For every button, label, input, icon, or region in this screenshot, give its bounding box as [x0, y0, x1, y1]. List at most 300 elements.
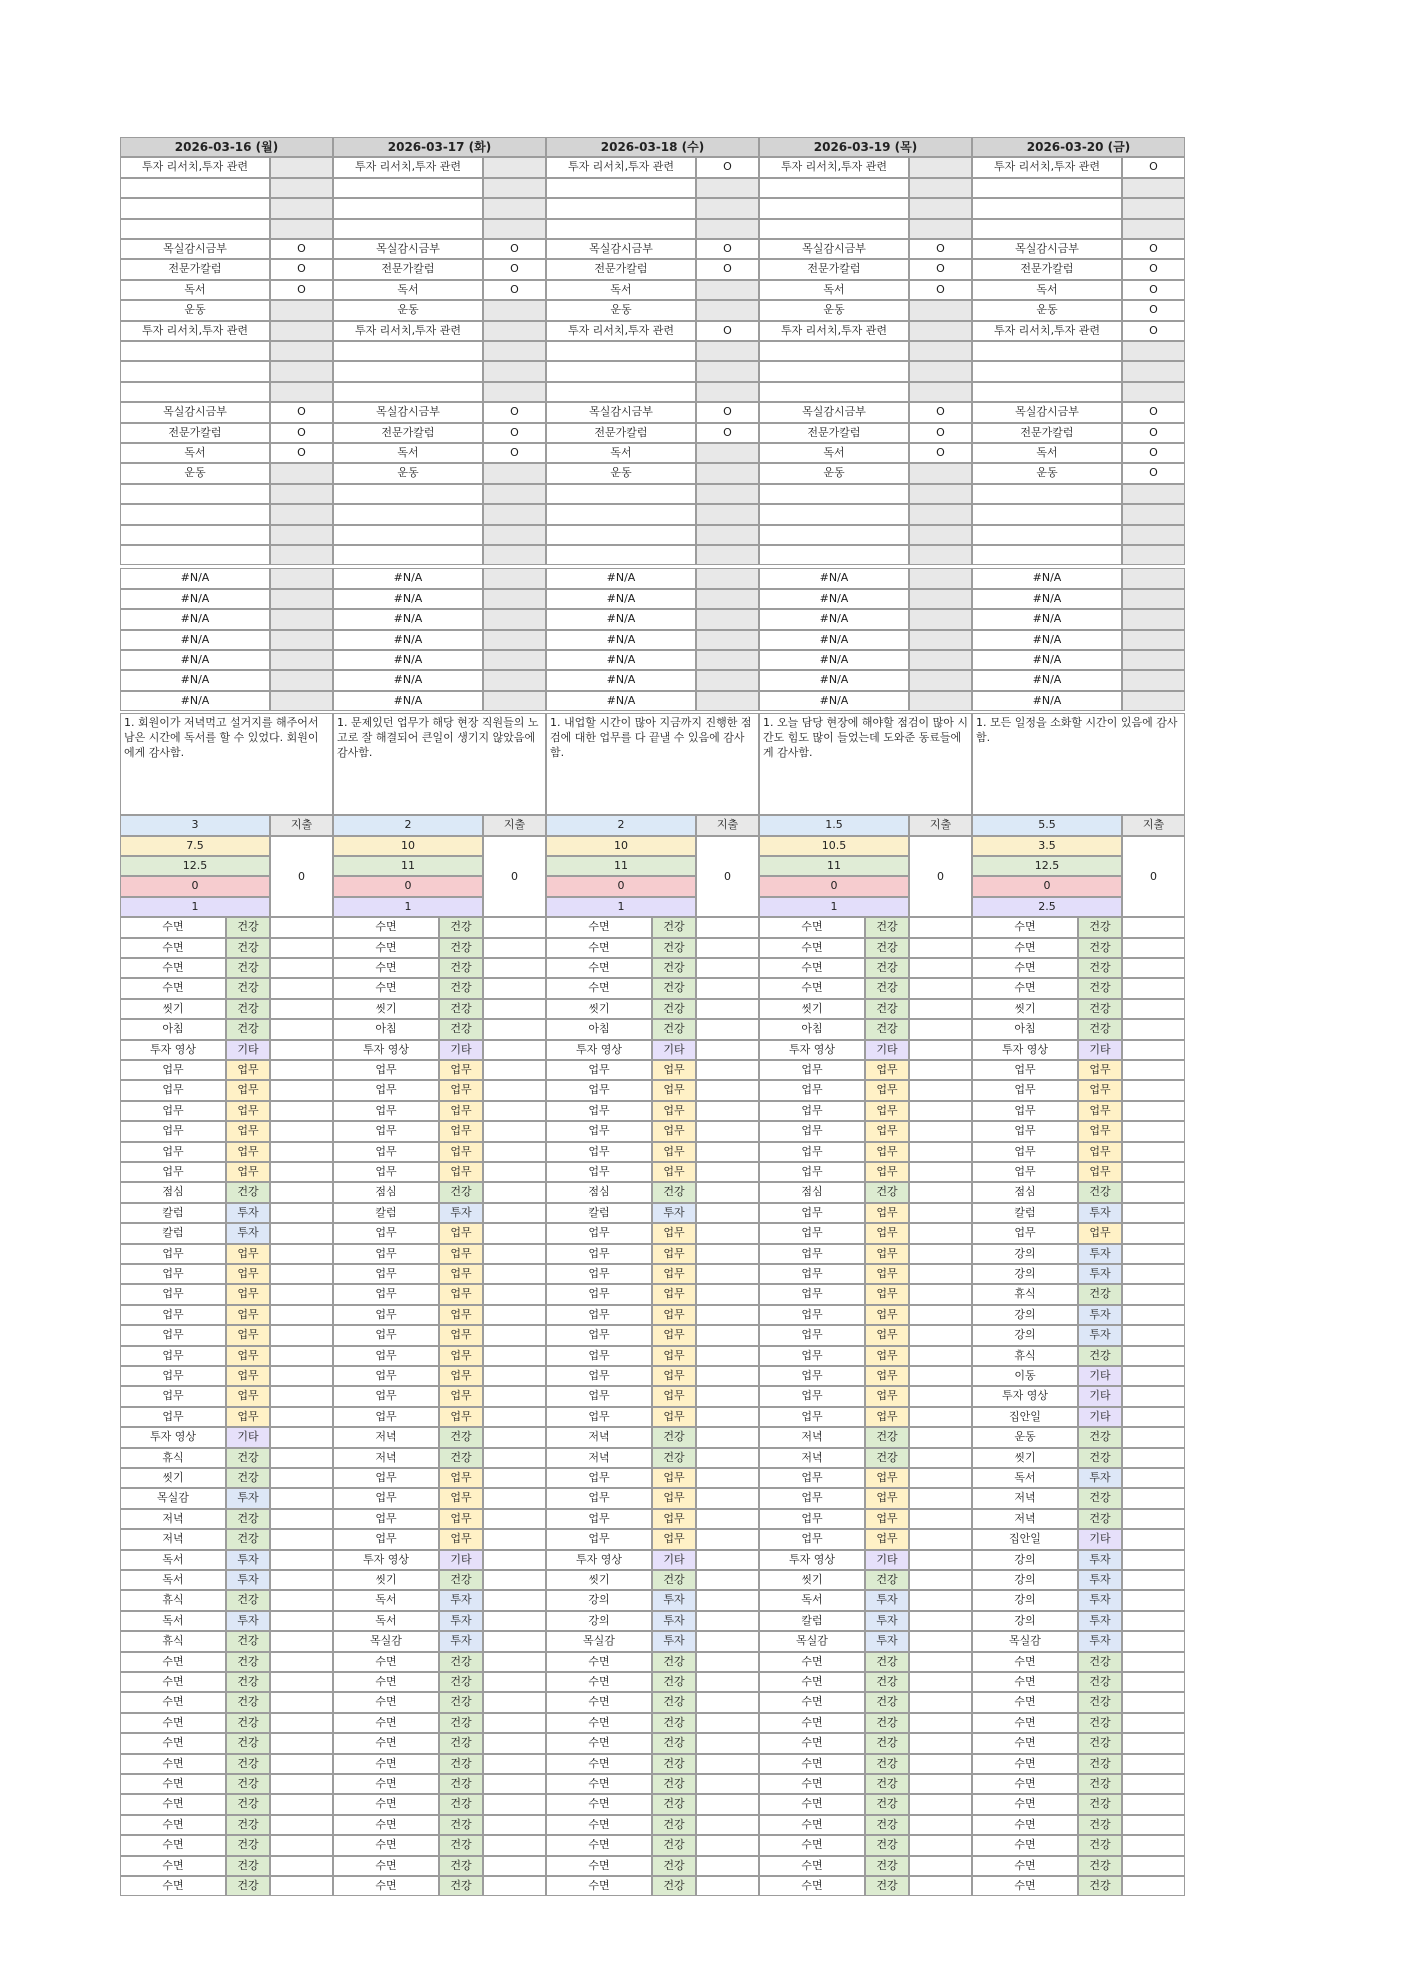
schedule-activity[interactable]: 업무	[546, 1346, 652, 1366]
schedule-activity[interactable]: 씻기	[120, 999, 226, 1019]
schedule-activity[interactable]: 업무	[972, 1223, 1078, 1243]
schedule-activity[interactable]: 점심	[972, 1182, 1078, 1202]
schedule-activity[interactable]: 수면	[759, 1692, 865, 1712]
gratitude-note[interactable]: 1. 내업할 시간이 많아 지금까지 진행한 점검에 대한 업무를 다 끝낼 수 있음에 감사함.	[546, 713, 759, 815]
schedule-note[interactable]	[696, 1121, 759, 1141]
task-check[interactable]: O	[483, 402, 546, 422]
task-check[interactable]	[270, 219, 333, 239]
schedule-note[interactable]	[1122, 1325, 1185, 1345]
schedule-activity[interactable]: 수면	[759, 1733, 865, 1753]
schedule-activity[interactable]: 수면	[972, 1794, 1078, 1814]
schedule-note[interactable]	[1122, 978, 1185, 998]
schedule-note[interactable]	[909, 999, 972, 1019]
schedule-note[interactable]	[483, 1142, 546, 1162]
schedule-activity[interactable]: 씻기	[333, 1570, 439, 1590]
task-check[interactable]	[270, 525, 333, 545]
schedule-activity[interactable]: 업무	[120, 1060, 226, 1080]
schedule-note[interactable]	[696, 1142, 759, 1162]
lookup-check[interactable]	[696, 568, 759, 588]
schedule-note[interactable]	[696, 1182, 759, 1202]
schedule-note[interactable]	[909, 1713, 972, 1733]
schedule-note[interactable]	[483, 1468, 546, 1488]
schedule-note[interactable]	[1122, 1060, 1185, 1080]
task-check[interactable]	[696, 198, 759, 218]
schedule-note[interactable]	[270, 1529, 333, 1549]
schedule-activity[interactable]: 수면	[333, 1876, 439, 1896]
schedule-note[interactable]	[909, 1611, 972, 1631]
schedule-activity[interactable]: 수면	[759, 1856, 865, 1876]
task-check[interactable]	[696, 361, 759, 381]
schedule-activity[interactable]: 강의	[972, 1305, 1078, 1325]
schedule-note[interactable]	[270, 1550, 333, 1570]
lookup-check[interactable]	[909, 589, 972, 609]
schedule-activity[interactable]: 업무	[546, 1407, 652, 1427]
schedule-activity[interactable]: 수면	[546, 1754, 652, 1774]
schedule-note[interactable]	[1122, 1162, 1185, 1182]
schedule-activity[interactable]: 수면	[333, 1754, 439, 1774]
schedule-activity[interactable]: 목실감	[546, 1631, 652, 1651]
task-check[interactable]: O	[696, 402, 759, 422]
schedule-activity[interactable]: 수면	[546, 1876, 652, 1896]
schedule-note[interactable]	[270, 1590, 333, 1610]
lookup-check[interactable]	[909, 630, 972, 650]
schedule-activity[interactable]: 점심	[120, 1182, 226, 1202]
schedule-note[interactable]	[1122, 938, 1185, 958]
schedule-activity[interactable]: 아침	[333, 1019, 439, 1039]
schedule-activity[interactable]: 업무	[120, 1142, 226, 1162]
schedule-activity[interactable]: 수면	[546, 958, 652, 978]
schedule-activity[interactable]: 칼럼	[333, 1203, 439, 1223]
task-check[interactable]: O	[1122, 423, 1185, 443]
schedule-note[interactable]	[270, 1366, 333, 1386]
schedule-note[interactable]	[696, 1040, 759, 1060]
schedule-activity[interactable]: 수면	[333, 958, 439, 978]
task-check[interactable]	[483, 361, 546, 381]
schedule-note[interactable]	[483, 1815, 546, 1835]
schedule-activity[interactable]: 저녁	[120, 1529, 226, 1549]
schedule-note[interactable]	[1122, 1468, 1185, 1488]
task-check[interactable]	[270, 504, 333, 524]
schedule-activity[interactable]: 업무	[546, 1142, 652, 1162]
schedule-activity[interactable]: 수면	[759, 1652, 865, 1672]
schedule-note[interactable]	[909, 1121, 972, 1141]
lookup-check[interactable]	[483, 691, 546, 711]
schedule-note[interactable]	[909, 1529, 972, 1549]
schedule-note[interactable]	[1122, 1121, 1185, 1141]
schedule-note[interactable]	[1122, 1080, 1185, 1100]
task-check[interactable]	[270, 545, 333, 565]
task-check[interactable]	[483, 300, 546, 320]
schedule-activity[interactable]: 업무	[333, 1080, 439, 1100]
task-check[interactable]	[483, 198, 546, 218]
task-check[interactable]	[909, 300, 972, 320]
gratitude-note[interactable]: 1. 문제있던 업무가 해당 현장 직원들의 노고로 잘 해결되어 큰일이 생기지 않았음에 감사함.	[333, 713, 546, 815]
schedule-note[interactable]	[696, 1448, 759, 1468]
schedule-activity[interactable]: 목실감	[120, 1488, 226, 1508]
task-check[interactable]	[909, 382, 972, 402]
schedule-activity[interactable]: 업무	[546, 1366, 652, 1386]
task-check[interactable]: O	[270, 443, 333, 463]
schedule-activity[interactable]: 점심	[333, 1182, 439, 1202]
schedule-note[interactable]	[483, 1325, 546, 1345]
schedule-activity[interactable]: 업무	[972, 1080, 1078, 1100]
schedule-activity[interactable]: 수면	[120, 1692, 226, 1712]
schedule-note[interactable]	[270, 1019, 333, 1039]
schedule-activity[interactable]: 수면	[546, 1835, 652, 1855]
schedule-note[interactable]	[483, 1590, 546, 1610]
schedule-activity[interactable]: 칼럼	[972, 1203, 1078, 1223]
schedule-note[interactable]	[1122, 1407, 1185, 1427]
schedule-note[interactable]	[270, 917, 333, 937]
task-check[interactable]: O	[483, 443, 546, 463]
schedule-activity[interactable]: 아침	[546, 1019, 652, 1039]
task-check[interactable]	[1122, 178, 1185, 198]
schedule-activity[interactable]: 업무	[546, 1162, 652, 1182]
schedule-activity[interactable]: 저녁	[759, 1427, 865, 1447]
schedule-note[interactable]	[483, 1835, 546, 1855]
schedule-activity[interactable]: 휴식	[120, 1448, 226, 1468]
schedule-activity[interactable]: 수면	[546, 917, 652, 937]
task-check[interactable]: O	[909, 239, 972, 259]
schedule-note[interactable]	[696, 1427, 759, 1447]
schedule-activity[interactable]: 수면	[759, 1876, 865, 1896]
schedule-activity[interactable]: 휴식	[120, 1590, 226, 1610]
task-check[interactable]	[1122, 382, 1185, 402]
schedule-note[interactable]	[1122, 1305, 1185, 1325]
lookup-check[interactable]	[270, 609, 333, 629]
schedule-note[interactable]	[909, 1040, 972, 1060]
task-check[interactable]	[483, 382, 546, 402]
schedule-note[interactable]	[483, 1733, 546, 1753]
schedule-note[interactable]	[483, 917, 546, 937]
schedule-note[interactable]	[909, 1509, 972, 1529]
schedule-activity[interactable]: 업무	[333, 1162, 439, 1182]
task-check[interactable]: O	[696, 259, 759, 279]
task-check[interactable]	[909, 341, 972, 361]
task-check[interactable]	[270, 341, 333, 361]
schedule-activity[interactable]: 수면	[546, 1856, 652, 1876]
schedule-note[interactable]	[483, 1550, 546, 1570]
schedule-activity[interactable]: 업무	[759, 1121, 865, 1141]
schedule-note[interactable]	[270, 1488, 333, 1508]
schedule-note[interactable]	[1122, 1019, 1185, 1039]
schedule-activity[interactable]: 수면	[333, 1713, 439, 1733]
task-check[interactable]	[483, 545, 546, 565]
schedule-activity[interactable]: 업무	[759, 1101, 865, 1121]
schedule-note[interactable]	[1122, 1264, 1185, 1284]
task-check[interactable]	[696, 280, 759, 300]
schedule-activity[interactable]: 업무	[333, 1264, 439, 1284]
schedule-note[interactable]	[909, 1774, 972, 1794]
task-check[interactable]	[909, 361, 972, 381]
schedule-note[interactable]	[483, 1713, 546, 1733]
schedule-activity[interactable]: 휴식	[972, 1346, 1078, 1366]
schedule-activity[interactable]: 수면	[759, 1672, 865, 1692]
schedule-activity[interactable]: 업무	[546, 1060, 652, 1080]
schedule-note[interactable]	[1122, 1733, 1185, 1753]
schedule-note[interactable]	[1122, 1346, 1185, 1366]
schedule-note[interactable]	[270, 1672, 333, 1692]
schedule-activity[interactable]: 업무	[546, 1264, 652, 1284]
task-check[interactable]: O	[483, 259, 546, 279]
gratitude-note[interactable]: 1. 회원이가 저녁먹고 설거지를 해주어서 남은 시간에 독서를 할 수 있었다. 회원이에게 감사함.	[120, 713, 333, 815]
task-check[interactable]	[483, 341, 546, 361]
schedule-activity[interactable]: 수면	[120, 958, 226, 978]
schedule-note[interactable]	[1122, 1427, 1185, 1447]
schedule-note[interactable]	[909, 1386, 972, 1406]
schedule-activity[interactable]: 수면	[120, 1733, 226, 1753]
schedule-note[interactable]	[270, 1284, 333, 1304]
schedule-note[interactable]	[909, 978, 972, 998]
lookup-check[interactable]	[270, 670, 333, 690]
schedule-activity[interactable]: 씻기	[972, 1448, 1078, 1468]
lookup-check[interactable]	[270, 650, 333, 670]
task-check[interactable]	[1122, 525, 1185, 545]
schedule-activity[interactable]: 업무	[120, 1162, 226, 1182]
schedule-note[interactable]	[270, 1509, 333, 1529]
task-check[interactable]	[696, 219, 759, 239]
task-check[interactable]	[270, 361, 333, 381]
schedule-activity[interactable]: 수면	[759, 1794, 865, 1814]
schedule-activity[interactable]: 수면	[972, 1774, 1078, 1794]
schedule-note[interactable]	[909, 1754, 972, 1774]
schedule-activity[interactable]: 수면	[120, 1652, 226, 1672]
task-check[interactable]	[696, 443, 759, 463]
schedule-activity[interactable]: 업무	[546, 1386, 652, 1406]
schedule-activity[interactable]: 씻기	[546, 999, 652, 1019]
task-check[interactable]: O	[1122, 300, 1185, 320]
schedule-note[interactable]	[1122, 1611, 1185, 1631]
schedule-note[interactable]	[270, 1815, 333, 1835]
schedule-note[interactable]	[270, 1305, 333, 1325]
schedule-activity[interactable]: 수면	[333, 938, 439, 958]
task-check[interactable]	[1122, 219, 1185, 239]
schedule-note[interactable]	[1122, 1631, 1185, 1651]
task-check[interactable]: O	[696, 321, 759, 341]
schedule-activity[interactable]: 칼럼	[120, 1203, 226, 1223]
lookup-check[interactable]	[270, 568, 333, 588]
expense-value[interactable]: 0	[1122, 836, 1185, 918]
schedule-activity[interactable]: 업무	[333, 1468, 439, 1488]
task-check[interactable]: O	[483, 423, 546, 443]
schedule-note[interactable]	[1122, 917, 1185, 937]
schedule-note[interactable]	[696, 1346, 759, 1366]
expense-value[interactable]: 0	[483, 836, 546, 918]
task-check[interactable]	[696, 382, 759, 402]
task-check[interactable]	[909, 504, 972, 524]
schedule-activity[interactable]: 업무	[546, 1325, 652, 1345]
schedule-activity[interactable]: 투자 영상	[333, 1550, 439, 1570]
task-check[interactable]	[696, 300, 759, 320]
schedule-activity[interactable]: 수면	[546, 938, 652, 958]
task-check[interactable]: O	[270, 423, 333, 443]
schedule-activity[interactable]: 독서	[333, 1590, 439, 1610]
schedule-activity[interactable]: 업무	[120, 1366, 226, 1386]
schedule-note[interactable]	[909, 1080, 972, 1100]
schedule-activity[interactable]: 강의	[546, 1611, 652, 1631]
schedule-activity[interactable]: 수면	[972, 1856, 1078, 1876]
task-check[interactable]: O	[270, 259, 333, 279]
schedule-activity[interactable]: 목실감	[333, 1631, 439, 1651]
schedule-note[interactable]	[270, 1040, 333, 1060]
schedule-activity[interactable]: 강의	[972, 1325, 1078, 1345]
schedule-note[interactable]	[483, 1529, 546, 1549]
task-check[interactable]	[483, 504, 546, 524]
schedule-note[interactable]	[483, 1570, 546, 1590]
schedule-note[interactable]	[696, 1305, 759, 1325]
schedule-note[interactable]	[483, 938, 546, 958]
schedule-activity[interactable]: 투자 영상	[120, 1427, 226, 1447]
schedule-activity[interactable]: 업무	[120, 1346, 226, 1366]
lookup-check[interactable]	[270, 691, 333, 711]
schedule-note[interactable]	[270, 1346, 333, 1366]
schedule-note[interactable]	[270, 1386, 333, 1406]
schedule-activity[interactable]: 업무	[759, 1264, 865, 1284]
schedule-note[interactable]	[1122, 1835, 1185, 1855]
task-check[interactable]	[909, 219, 972, 239]
schedule-note[interactable]	[270, 1794, 333, 1814]
schedule-activity[interactable]: 업무	[333, 1284, 439, 1304]
schedule-activity[interactable]: 강의	[972, 1550, 1078, 1570]
schedule-note[interactable]	[1122, 958, 1185, 978]
schedule-note[interactable]	[270, 1774, 333, 1794]
schedule-activity[interactable]: 업무	[120, 1121, 226, 1141]
lookup-check[interactable]	[483, 568, 546, 588]
schedule-note[interactable]	[909, 1346, 972, 1366]
task-check[interactable]: O	[483, 280, 546, 300]
schedule-activity[interactable]: 강의	[972, 1244, 1078, 1264]
schedule-note[interactable]	[696, 1101, 759, 1121]
schedule-note[interactable]	[1122, 1386, 1185, 1406]
task-check[interactable]: O	[1122, 157, 1185, 177]
task-check[interactable]: O	[909, 423, 972, 443]
lookup-check[interactable]	[1122, 670, 1185, 690]
schedule-note[interactable]	[483, 1264, 546, 1284]
schedule-activity[interactable]: 저녁	[972, 1488, 1078, 1508]
schedule-activity[interactable]: 업무	[333, 1142, 439, 1162]
task-check[interactable]	[909, 525, 972, 545]
schedule-activity[interactable]: 업무	[759, 1386, 865, 1406]
schedule-note[interactable]	[696, 1366, 759, 1386]
schedule-activity[interactable]: 업무	[546, 1101, 652, 1121]
schedule-note[interactable]	[909, 1060, 972, 1080]
task-check[interactable]	[483, 157, 546, 177]
schedule-note[interactable]	[270, 999, 333, 1019]
schedule-activity[interactable]: 수면	[972, 1754, 1078, 1774]
schedule-note[interactable]	[909, 1244, 972, 1264]
schedule-activity[interactable]: 수면	[972, 938, 1078, 958]
schedule-activity[interactable]: 업무	[333, 1346, 439, 1366]
lookup-check[interactable]	[483, 609, 546, 629]
schedule-note[interactable]	[483, 1080, 546, 1100]
schedule-note[interactable]	[1122, 1713, 1185, 1733]
schedule-activity[interactable]: 강의	[972, 1611, 1078, 1631]
schedule-note[interactable]	[270, 1468, 333, 1488]
schedule-note[interactable]	[1122, 1203, 1185, 1223]
schedule-activity[interactable]: 수면	[120, 1856, 226, 1876]
schedule-note[interactable]	[270, 1713, 333, 1733]
schedule-activity[interactable]: 수면	[759, 978, 865, 998]
schedule-activity[interactable]: 저녁	[333, 1427, 439, 1447]
schedule-note[interactable]	[909, 1652, 972, 1672]
task-check[interactable]: O	[270, 239, 333, 259]
lookup-check[interactable]	[909, 609, 972, 629]
schedule-activity[interactable]: 업무	[546, 1244, 652, 1264]
schedule-note[interactable]	[696, 1468, 759, 1488]
task-check[interactable]	[696, 545, 759, 565]
schedule-activity[interactable]: 업무	[972, 1162, 1078, 1182]
schedule-activity[interactable]: 업무	[759, 1162, 865, 1182]
schedule-activity[interactable]: 수면	[546, 1672, 652, 1692]
task-check[interactable]: O	[1122, 280, 1185, 300]
task-check[interactable]: O	[1122, 443, 1185, 463]
schedule-activity[interactable]: 업무	[759, 1346, 865, 1366]
schedule-note[interactable]	[696, 1019, 759, 1039]
schedule-activity[interactable]: 업무	[972, 1060, 1078, 1080]
schedule-activity[interactable]: 업무	[333, 1488, 439, 1508]
schedule-note[interactable]	[270, 1223, 333, 1243]
task-check[interactable]: O	[909, 402, 972, 422]
schedule-activity[interactable]: 씻기	[972, 999, 1078, 1019]
schedule-note[interactable]	[909, 1019, 972, 1039]
schedule-activity[interactable]: 수면	[333, 1794, 439, 1814]
task-check[interactable]	[909, 157, 972, 177]
lookup-check[interactable]	[909, 670, 972, 690]
schedule-activity[interactable]: 투자 영상	[759, 1040, 865, 1060]
schedule-activity[interactable]: 수면	[333, 978, 439, 998]
lookup-check[interactable]	[1122, 568, 1185, 588]
schedule-activity[interactable]: 저녁	[333, 1448, 439, 1468]
schedule-activity[interactable]: 업무	[759, 1366, 865, 1386]
schedule-activity[interactable]: 수면	[972, 1835, 1078, 1855]
schedule-note[interactable]	[909, 1223, 972, 1243]
schedule-note[interactable]	[270, 1876, 333, 1896]
schedule-note[interactable]	[696, 958, 759, 978]
task-check[interactable]	[909, 198, 972, 218]
schedule-note[interactable]	[909, 1550, 972, 1570]
schedule-activity[interactable]: 수면	[546, 1652, 652, 1672]
schedule-activity[interactable]: 수면	[759, 938, 865, 958]
schedule-activity[interactable]: 업무	[333, 1407, 439, 1427]
schedule-note[interactable]	[270, 1611, 333, 1631]
task-check[interactable]	[483, 178, 546, 198]
schedule-note[interactable]	[1122, 1223, 1185, 1243]
schedule-activity[interactable]: 업무	[120, 1264, 226, 1284]
schedule-activity[interactable]: 업무	[120, 1305, 226, 1325]
schedule-note[interactable]	[696, 1203, 759, 1223]
expense-value[interactable]: 0	[909, 836, 972, 918]
schedule-activity[interactable]: 씻기	[546, 1570, 652, 1590]
lookup-check[interactable]	[1122, 650, 1185, 670]
lookup-check[interactable]	[483, 630, 546, 650]
schedule-activity[interactable]: 업무	[759, 1468, 865, 1488]
schedule-activity[interactable]: 투자 영상	[333, 1040, 439, 1060]
schedule-activity[interactable]: 업무	[546, 1468, 652, 1488]
schedule-activity[interactable]: 업무	[546, 1080, 652, 1100]
schedule-note[interactable]	[909, 1794, 972, 1814]
schedule-note[interactable]	[270, 1182, 333, 1202]
schedule-note[interactable]	[696, 938, 759, 958]
task-check[interactable]	[909, 178, 972, 198]
schedule-activity[interactable]: 업무	[333, 1325, 439, 1345]
task-check[interactable]	[483, 525, 546, 545]
schedule-activity[interactable]: 수면	[120, 1774, 226, 1794]
schedule-activity[interactable]: 집안일	[972, 1529, 1078, 1549]
schedule-note[interactable]	[909, 1570, 972, 1590]
schedule-activity[interactable]: 아침	[120, 1019, 226, 1039]
schedule-note[interactable]	[483, 1672, 546, 1692]
schedule-note[interactable]	[483, 1019, 546, 1039]
